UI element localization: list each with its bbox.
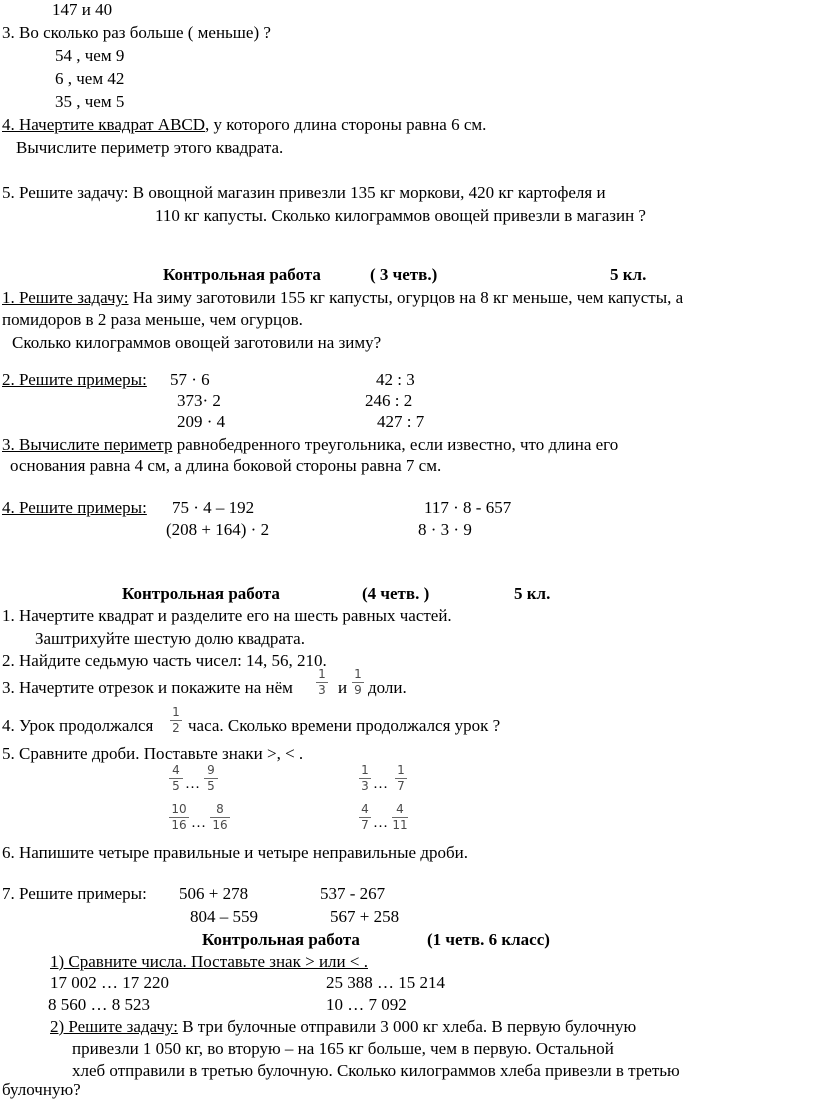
comparison-dots: …: [373, 776, 388, 792]
kr4-task1-line2: Заштрихуйте шестую долю квадрата.: [35, 629, 305, 648]
task3-item: 6 , чем 42: [55, 69, 125, 88]
task3-heading: 3. Во сколько раз больше ( меньше) ?: [2, 23, 271, 42]
fraction-one-half: [170, 706, 182, 735]
fraction-numerator: 10: [171, 802, 187, 816]
task3-item: 35 , чем 5: [55, 92, 125, 111]
fraction-numerator: 4: [396, 802, 404, 816]
task4-line1: [2, 115, 486, 135]
task4-rest: , у которого длина стороны равна 6 см.: [205, 115, 487, 134]
kr6-task1-left: 17 002 … 17 220: [50, 973, 169, 992]
task5-line2: 110 кг капусты. Сколько килограммов овощей привезли в магазин ?: [155, 206, 646, 225]
kr6-task2-label: 2) Решите задачу:: [50, 1017, 178, 1036]
kr3-task2-left: 209 · 4: [177, 412, 226, 431]
kr3-quarter: ( 3 четв.): [370, 265, 438, 284]
kr4-task7-label: 7. Решите примеры:: [2, 884, 147, 903]
fraction-denominator: 5: [172, 779, 180, 793]
kr3-task1-label: 1. Решите задачу:: [2, 288, 129, 307]
fraction-numerator: 1: [172, 705, 180, 719]
fraction-numerator: 1: [361, 763, 369, 777]
comparison-dots: …: [191, 815, 206, 831]
comparison-dots: …: [373, 815, 388, 831]
kr3-title: Контрольная работа: [163, 265, 321, 284]
number-pair-147-40: 147 и 40: [52, 0, 113, 19]
kr4-task7-right: 537 - 267: [320, 884, 386, 903]
kr6-task1-left: 8 560 … 8 523: [48, 995, 150, 1014]
kr4-task6: 6. Напишите четыре правильные и четыре неправильные дроби.: [2, 843, 468, 862]
kr4-task3-post: доли.: [368, 678, 407, 697]
kr6-quarter: (1 четв. 6 класс): [427, 930, 550, 949]
kr3-task3-line2: основания равна 4 см, а длина боковой стороны равна 7 см.: [10, 456, 442, 475]
kr6-task2-text: В три булочные отправили 3 000 кг хлеба. В первую булочную: [177, 1017, 637, 1036]
kr6-task2-line3: хлеб отправили в третью булочную. Сколько килограммов хлеба привезли в третью: [72, 1061, 680, 1080]
fraction-4-7: [359, 803, 371, 832]
task5-line1: 5. Решите задачу: В овощной магазин привезли 135 кг моркови, 420 кг картофеля и: [2, 183, 606, 202]
kr3-task4-left: (208 + 164) · 2: [166, 520, 270, 539]
kr3-task1-line3: Сколько килограммов овощей заготовили на зиму?: [12, 333, 382, 352]
kr4-task2: 2. Найдите седьмую часть чисел: 14, 56, 210.: [2, 651, 327, 670]
fraction-1-3: [359, 764, 371, 793]
kr3-task2-label: [2, 370, 147, 390]
fraction-4-5: [169, 764, 183, 793]
kr4-task4-pre: 4. Урок продолжался: [2, 716, 154, 735]
kr4-task5: 5. Сравните дроби. Поставьте знаки >, < .: [2, 744, 304, 763]
comparison-dots: …: [185, 776, 200, 792]
fraction-denominator: 2: [172, 721, 180, 735]
kr6-title: Контрольная работа: [202, 930, 360, 949]
kr3-task2-left: 57 · 6: [170, 370, 210, 389]
fraction-8-16: [210, 803, 230, 832]
fraction-numerator: 4: [172, 763, 180, 777]
kr3-task4-label-text: 4. Решите примеры:: [2, 498, 147, 517]
kr4-task7-right: 567 + 258: [330, 907, 400, 926]
kr4-task7-left: 804 – 559: [190, 907, 258, 926]
kr6-task2-line4: булочную?: [2, 1080, 81, 1099]
fraction-denominator: 7: [361, 818, 369, 832]
kr3-task2-label-text: 2. Решите примеры:: [2, 370, 147, 389]
fraction-denominator: 11: [392, 818, 408, 832]
kr3-grade: 5 кл.: [610, 265, 647, 284]
fraction-numerator: 1: [397, 763, 405, 777]
kr6-task1-label-text: 1) Сравните числа. Поставьте знак > или < .: [50, 952, 368, 971]
kr3-task2-right: 246 : 2: [365, 391, 413, 410]
fraction-one-third: [316, 668, 328, 697]
fraction-denominator: 3: [318, 683, 326, 697]
kr4-grade: 5 кл.: [514, 584, 551, 603]
kr4-task4-post: часа. Сколько времени продолжался урок ?: [188, 716, 501, 735]
task4-line2: Вычислите периметр этого квадрата.: [16, 138, 284, 157]
kr3-task3-label: 3. Вычислите периметр: [2, 435, 173, 454]
kr3-task4-right: 117 · 8 - 657: [424, 498, 512, 517]
fraction-denominator: 5: [207, 779, 215, 793]
kr4-task7-left: 506 + 278: [179, 884, 249, 903]
fraction-denominator: 7: [397, 779, 405, 793]
fraction-denominator: 16: [212, 818, 228, 832]
fraction-numerator: 4: [361, 802, 369, 816]
kr6-task1-label: [50, 952, 368, 972]
fraction-numerator: 1: [354, 667, 362, 681]
fraction-numerator: 8: [216, 802, 224, 816]
kr3-task2-left: 373· 2: [177, 391, 221, 410]
fraction-10-16: [169, 803, 189, 832]
kr6-task1-right: 25 388 … 15 214: [326, 973, 445, 992]
fraction-4-11: [392, 803, 408, 832]
kr3-task4-label: [2, 498, 147, 518]
kr4-task3-pre: 3. Начертите отрезок и покажите на нём: [2, 678, 293, 697]
kr6-task2-line2: привезли 1 050 кг, во вторую – на 165 кг больше, чем в первую. Остальной: [72, 1039, 614, 1058]
kr6-task2-line1: [50, 1017, 636, 1037]
kr3-task3-text: равнобедренного треугольника, если известно, что длина его: [172, 435, 619, 454]
fraction-denominator: 3: [361, 779, 369, 793]
fraction-denominator: 16: [171, 818, 187, 832]
task4-label: 4. Начертите квадрат ABCD: [2, 115, 206, 134]
task3-item: 54 , чем 9: [55, 46, 125, 65]
fraction-one-ninth: [352, 668, 364, 697]
fraction-denominator: 9: [354, 683, 362, 697]
kr4-title: Контрольная работа: [122, 584, 280, 603]
kr4-quarter: (4 четв. ): [362, 584, 430, 603]
fraction-1-7: [395, 764, 407, 793]
kr4-task3-mid: и: [338, 678, 348, 697]
kr3-task1-line2: помидоров в 2 раза меньше, чем огурцов.: [2, 310, 303, 329]
kr6-task1-right: 10 … 7 092: [326, 995, 407, 1014]
kr4-task1-line1: 1. Начертите квадрат и разделите его на шесть равных частей.: [2, 606, 452, 625]
fraction-9-5: [204, 764, 218, 793]
kr3-task2-right: 427 : 7: [377, 412, 425, 431]
kr3-task3-line1: [2, 435, 618, 455]
fraction-numerator: 1: [318, 667, 326, 681]
kr3-task1-line1: [2, 288, 683, 308]
kr3-task1-text: На зиму заготовили 155 кг капусты, огурцов на 8 кг меньше, чем капусты, а: [128, 288, 684, 307]
kr3-task4-right: 8 · 3 · 9: [418, 520, 472, 539]
fraction-numerator: 9: [207, 763, 215, 777]
kr3-task2-right: 42 : 3: [376, 370, 415, 389]
kr3-task4-left: 75 · 4 – 192: [172, 498, 255, 517]
